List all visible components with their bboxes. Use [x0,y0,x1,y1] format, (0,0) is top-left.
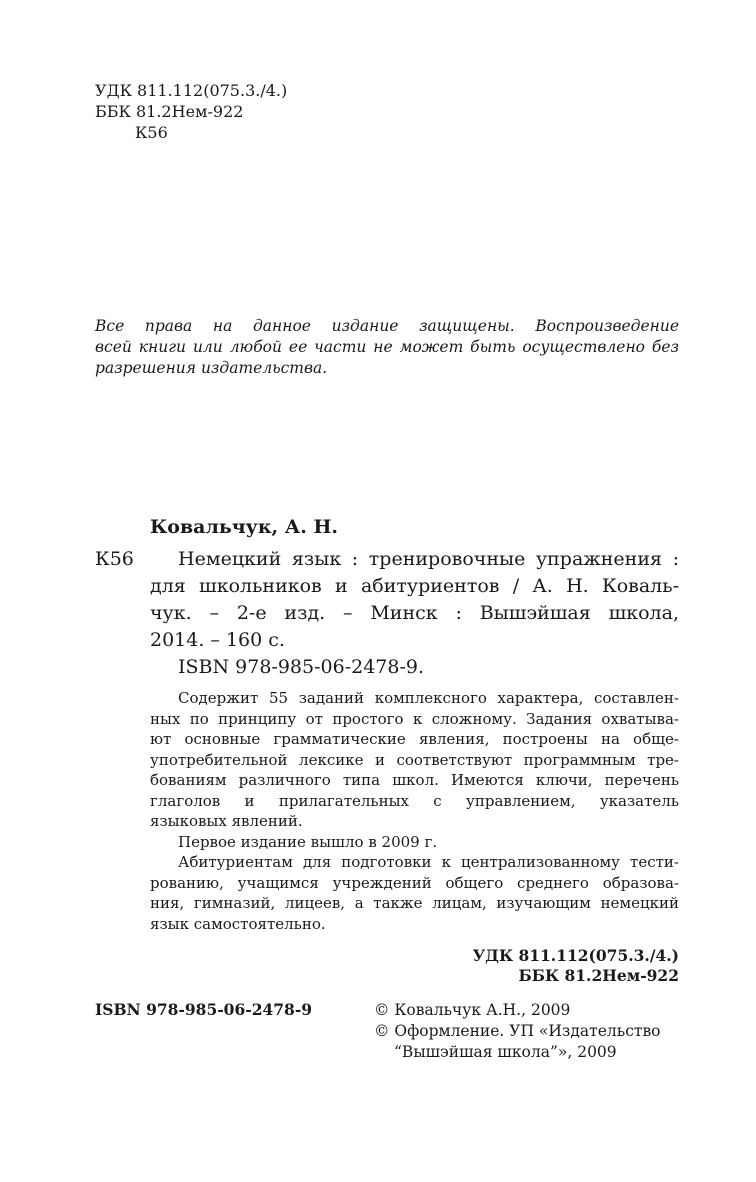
footer-udc-code: УДК 811.112(075.3./4.) [472,946,679,965]
rights-line: разрешения издательства. [95,359,328,377]
copyright-notice [374,1000,661,1063]
annotation [150,688,679,934]
copyright-line: © Оформление. УП «Издательство [374,1022,661,1040]
author-mark: К56 [135,123,168,142]
bibliographic-record [150,546,679,681]
annotation-line: ют основные грамматические явления, построены на обще- [150,730,679,748]
record-line: чук. – 2-е изд. – Минск : Вышэйшая школа, [150,602,679,624]
isbn: ISBN 978-985-06-2478-9 [95,1000,313,1019]
record-line: 2014. – 160 с. [150,629,285,651]
udc-code: УДК 811.112(075.3./4.) [95,81,288,100]
record-isbn: ISBN 978-985-06-2478-9. [178,656,425,678]
footer-bbk-code: ББК 81.2Нем-922 [518,966,679,985]
annotation-line: Содержит 55 заданий комплексного характера, составлен- [178,689,679,707]
annotation-line: глаголов и прилагательных с управлением, указатель [150,791,679,810]
classification-footer [473,946,679,986]
rights-line: Все права на данное издание защищены. Воспроизведение [95,317,679,335]
bbk-code: ББК 81.2Нем-922 [95,102,244,121]
annotation-line: язык самостоятельно. [150,914,326,933]
annotation-line: ных по принципу от простого к сложному. Задания охватыва- [150,709,679,728]
record-line: для школьников и абитуриентов / А. Н. Коваль- [150,575,679,597]
annotation-line: ния, гимназий, лицеев, а также лицам, изучающим немецкий [150,894,679,912]
rights-line: всей книги или любой ее части не может быть осуществлено без [95,338,679,356]
record-line: Немецкий язык : тренировочные упражнения : [178,548,679,570]
annotation-line: Первое издание вышло в 2009 г. [178,832,438,851]
record-code: К56 [95,548,134,570]
copyright-line: “Вышэйшая школа”», 2009 [394,1043,617,1061]
rights-notice [95,316,679,379]
record-author: Ковальчук, А. Н. [150,516,339,538]
annotation-line: Абитуриентам для подготовки к централизованному тести- [178,853,679,871]
annotation-line: употребительной лексике и соответствуют программным тре- [150,750,679,769]
classification-header [95,80,287,143]
annotation-line: рованию, учащимся учреждений общего среднего образова- [150,873,679,892]
copyright-line: © Ковальчук А.Н., 2009 [374,1001,571,1019]
annotation-line: бованиям различного типа школ. Имеются ключи, перечень [150,771,679,789]
annotation-line: языковых явлений. [150,812,303,830]
